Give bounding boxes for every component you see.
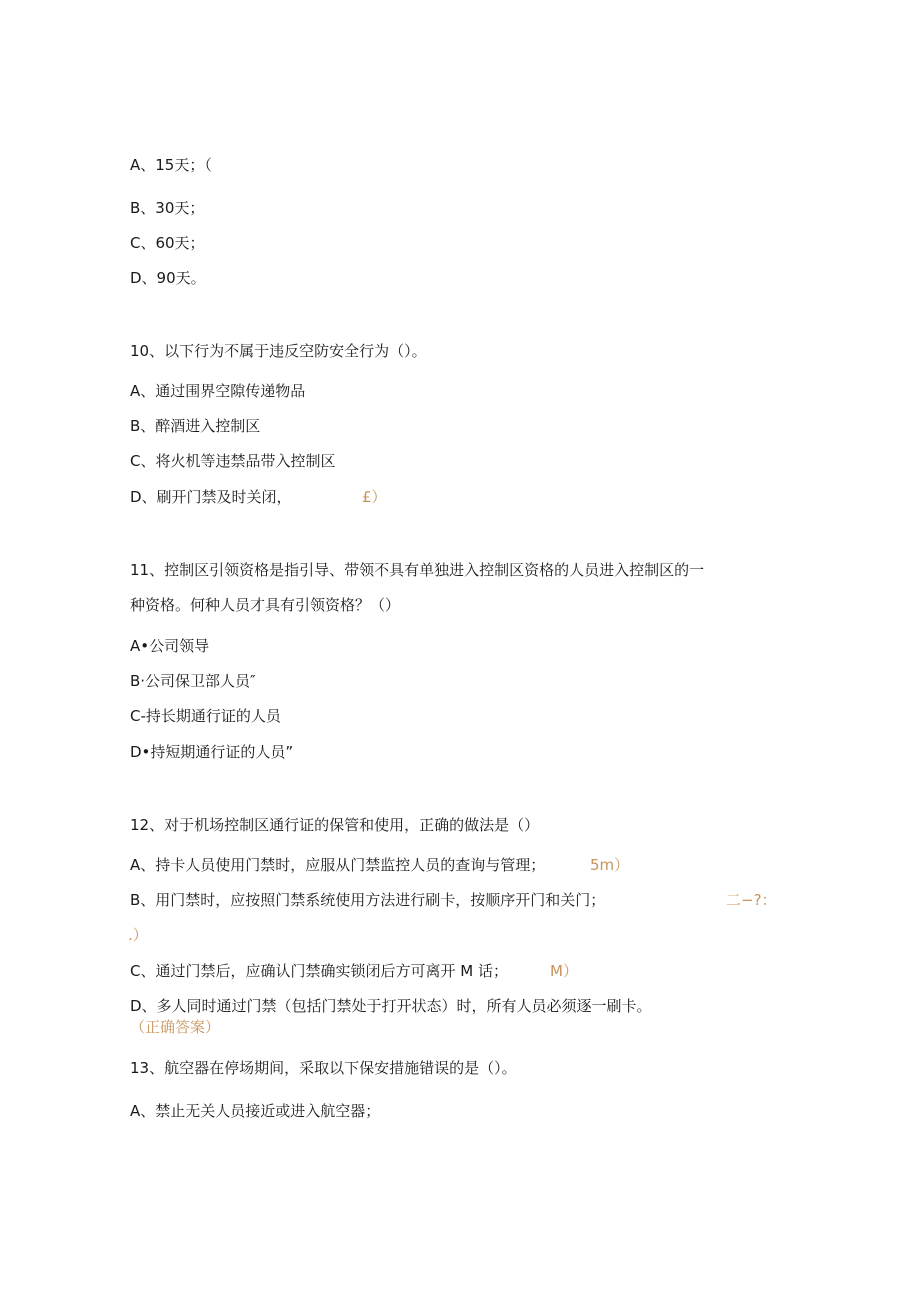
q13-option-a: A、禁止无关人员接近或进入航空器；: [130, 1102, 381, 1120]
q9-option-b: B、30天；: [130, 199, 205, 217]
q10-option-c: C、将火机等违禁品带入控制区: [130, 452, 336, 470]
q13-question: 13、航空器在停场期间，采取以下保安措施错误的是（）。: [130, 1059, 517, 1077]
q10-option-d: D、刷开门禁及时关闭，: [130, 488, 292, 506]
q10-question: 10、以下行为不属于违反空防安全行为（）。: [130, 342, 427, 360]
q12-question: 12、对于机场控制区通行证的保管和使用，正确的做法是（）: [130, 816, 540, 834]
q10-option-a: A、通过围界空隙传递物品: [130, 382, 306, 400]
q12-option-c: C、通过门禁后，应确认门禁确实锁闭后方可离开 M 话；: [130, 962, 508, 980]
q12-option-b-note: 二−?：: [726, 891, 777, 909]
q11-option-d: D•持短期通行证的人员”: [130, 743, 294, 761]
q9-option-d: D、90天。: [130, 269, 206, 287]
q11-question-line1: 11、控制区引领资格是指引导、带领不具有单独进入控制区资格的人员进入控制区的一: [130, 561, 705, 579]
q12-option-a-note: 5m）: [590, 856, 630, 874]
q12-option-c-note: M）: [550, 962, 578, 980]
q12-option-a: A、持卡人员使用门禁时，应服从门禁监控人员的查询与管理；: [130, 856, 546, 874]
q11-option-b: B·公司保卫部人员″: [130, 672, 256, 690]
q9-option-c: C、60天；: [130, 234, 205, 252]
q12-correct-answer-mark: （正确答案）: [130, 1018, 221, 1036]
q12-option-d: D、多人同时通过门禁（包括门禁处于打开状态）时，所有人员必须逐一刷卡。: [130, 997, 652, 1015]
q11-option-a: A•公司领导: [130, 637, 210, 655]
q10-answer-mark: £）: [362, 488, 387, 506]
q9-option-a: A、15天；（: [130, 156, 212, 174]
q11-option-c: C-持长期通行证的人员: [130, 707, 281, 725]
q11-question-line2: 种资格。何种人员才具有引领资格？（）: [130, 596, 401, 614]
q12-option-b: B、用门禁时，应按照门禁系统使用方法进行刷卡，按顺序开门和关门；: [130, 891, 606, 909]
q12-option-b-continuation: .）: [128, 926, 148, 944]
q10-option-b: B、醉酒进入控制区: [130, 417, 261, 435]
